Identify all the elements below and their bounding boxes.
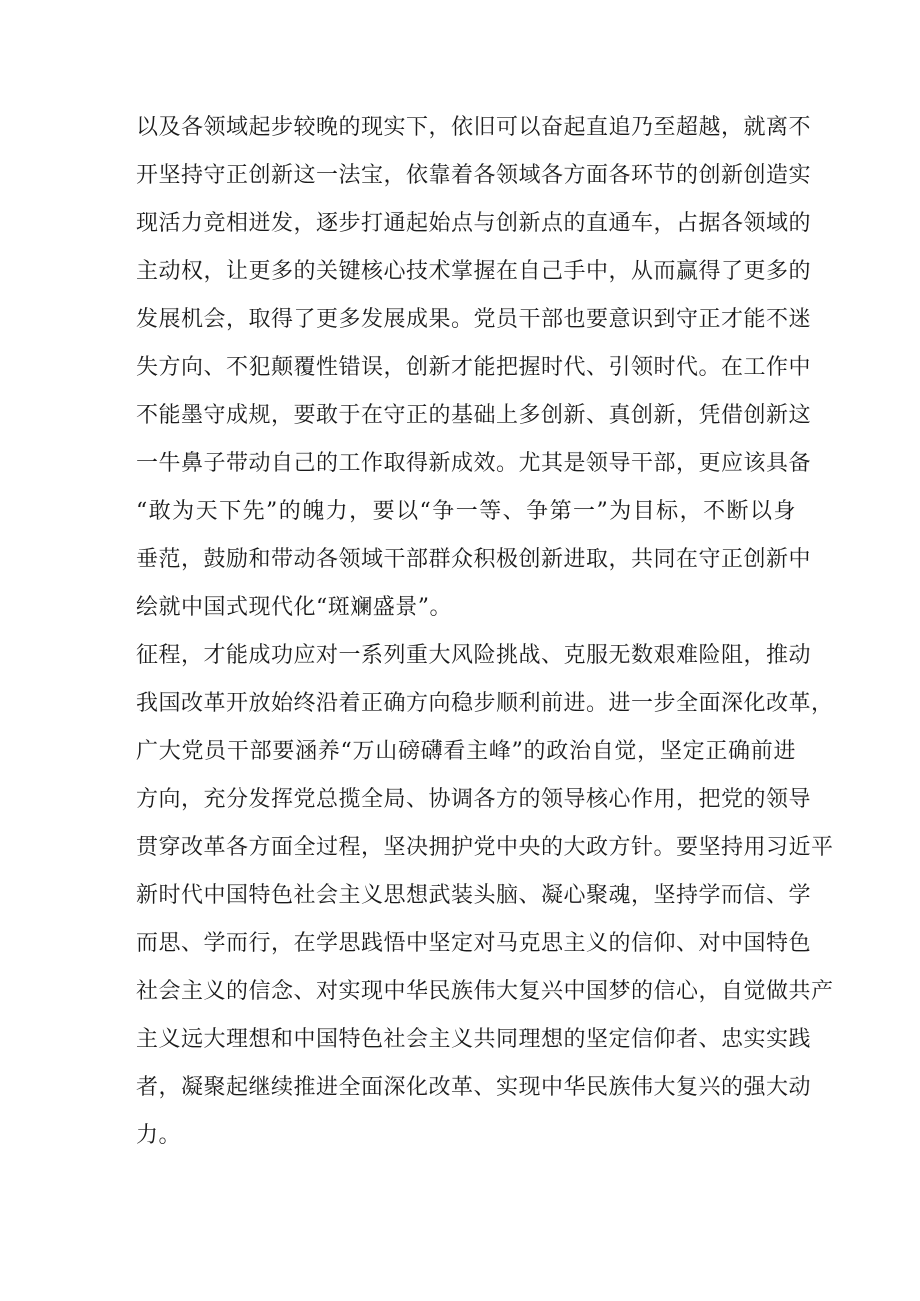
paragraph-2-line-1: 征程，才能成功应对一系列重大风险挑战、克服无数艰难险阻，推动	[136, 643, 812, 668]
paragraph-2-line-6: 新时代中国特色社会主义思想武装头脑、凝心聚魂，坚持学而信、学	[136, 883, 812, 908]
paragraph-1-line-6: 失方向、不犯颠覆性错误，创新才能把握时代、引领时代。在工作中	[136, 355, 812, 380]
paragraph-2-line-8: 社会主义的信念、对实现中华民族伟大复兴中国梦的信心，自觉做共产	[136, 979, 834, 1004]
paragraph-2-line-9: 主义远大理想和中国特色社会主义共同理想的坚定信仰者、忠实实践	[136, 1027, 812, 1052]
paragraph-1-line-10: 垂范，鼓励和带动各领域干部群众积极创新进取，共同在守正创新中	[136, 547, 812, 572]
paragraph-1-line-7: 不能墨守成规，要敢于在守正的基础上多创新、真创新，凭借创新这	[136, 403, 812, 428]
paragraph-2-line-3: 广大党员干部要涵养“万山磅礴看主峰”的政治自觉，坚定正确前进	[136, 739, 796, 764]
paragraph-1-line-4: 主动权，让更多的关键核心技术掌握在自己手中，从而赢得了更多的	[136, 259, 812, 284]
paragraph-1-line-2: 开坚持守正创新这一法宝，依靠着各领域各方面各环节的创新创造实	[136, 163, 812, 188]
paragraph-2-line-2: 我国改革开放始终沿着正确方向稳步顺利前进。进一步全面深化改革，	[136, 691, 834, 716]
paragraph-2-line-4: 方向，充分发挥党总揽全局、协调各方的领导核心作用，把党的领导	[136, 787, 812, 812]
paragraph-2-line-7: 而思、学而行，在学思践悟中坚定对马克思主义的信仰、对中国特色	[136, 931, 812, 956]
paragraph-1-line-9: “敢为天下先”的魄力，要以“争一等、争第一”为目标，不断以身	[136, 499, 796, 524]
paragraph-2-line-11: 力。	[136, 1123, 182, 1148]
paragraph-1-line-5: 发展机会，取得了更多发展成果。党员干部也要意识到守正才能不迷	[136, 307, 812, 332]
paragraph-1-line-3: 现活力竞相迸发，逐步打通起始点与创新点的直通车，占据各领域的	[136, 211, 812, 236]
paragraph-1-line-1: 以及各领域起步较晚的现实下，依旧可以奋起直追乃至超越，就离不	[136, 115, 812, 140]
paragraph-2-line-10: 者，凝聚起继续推进全面深化改革、实现中华民族伟大复兴的强大动	[136, 1075, 812, 1100]
paragraph-1-line-11: 绘就中国式现代化“斑斓盛景”。	[136, 595, 452, 620]
paragraph-2-line-5: 贯穿改革各方面全过程，坚决拥护党中央的大政方针。要坚持用习近平	[136, 835, 834, 860]
paragraph-1-line-8: 一牛鼻子带动自己的工作取得新成效。尤其是领导干部，更应该具备	[136, 451, 812, 476]
